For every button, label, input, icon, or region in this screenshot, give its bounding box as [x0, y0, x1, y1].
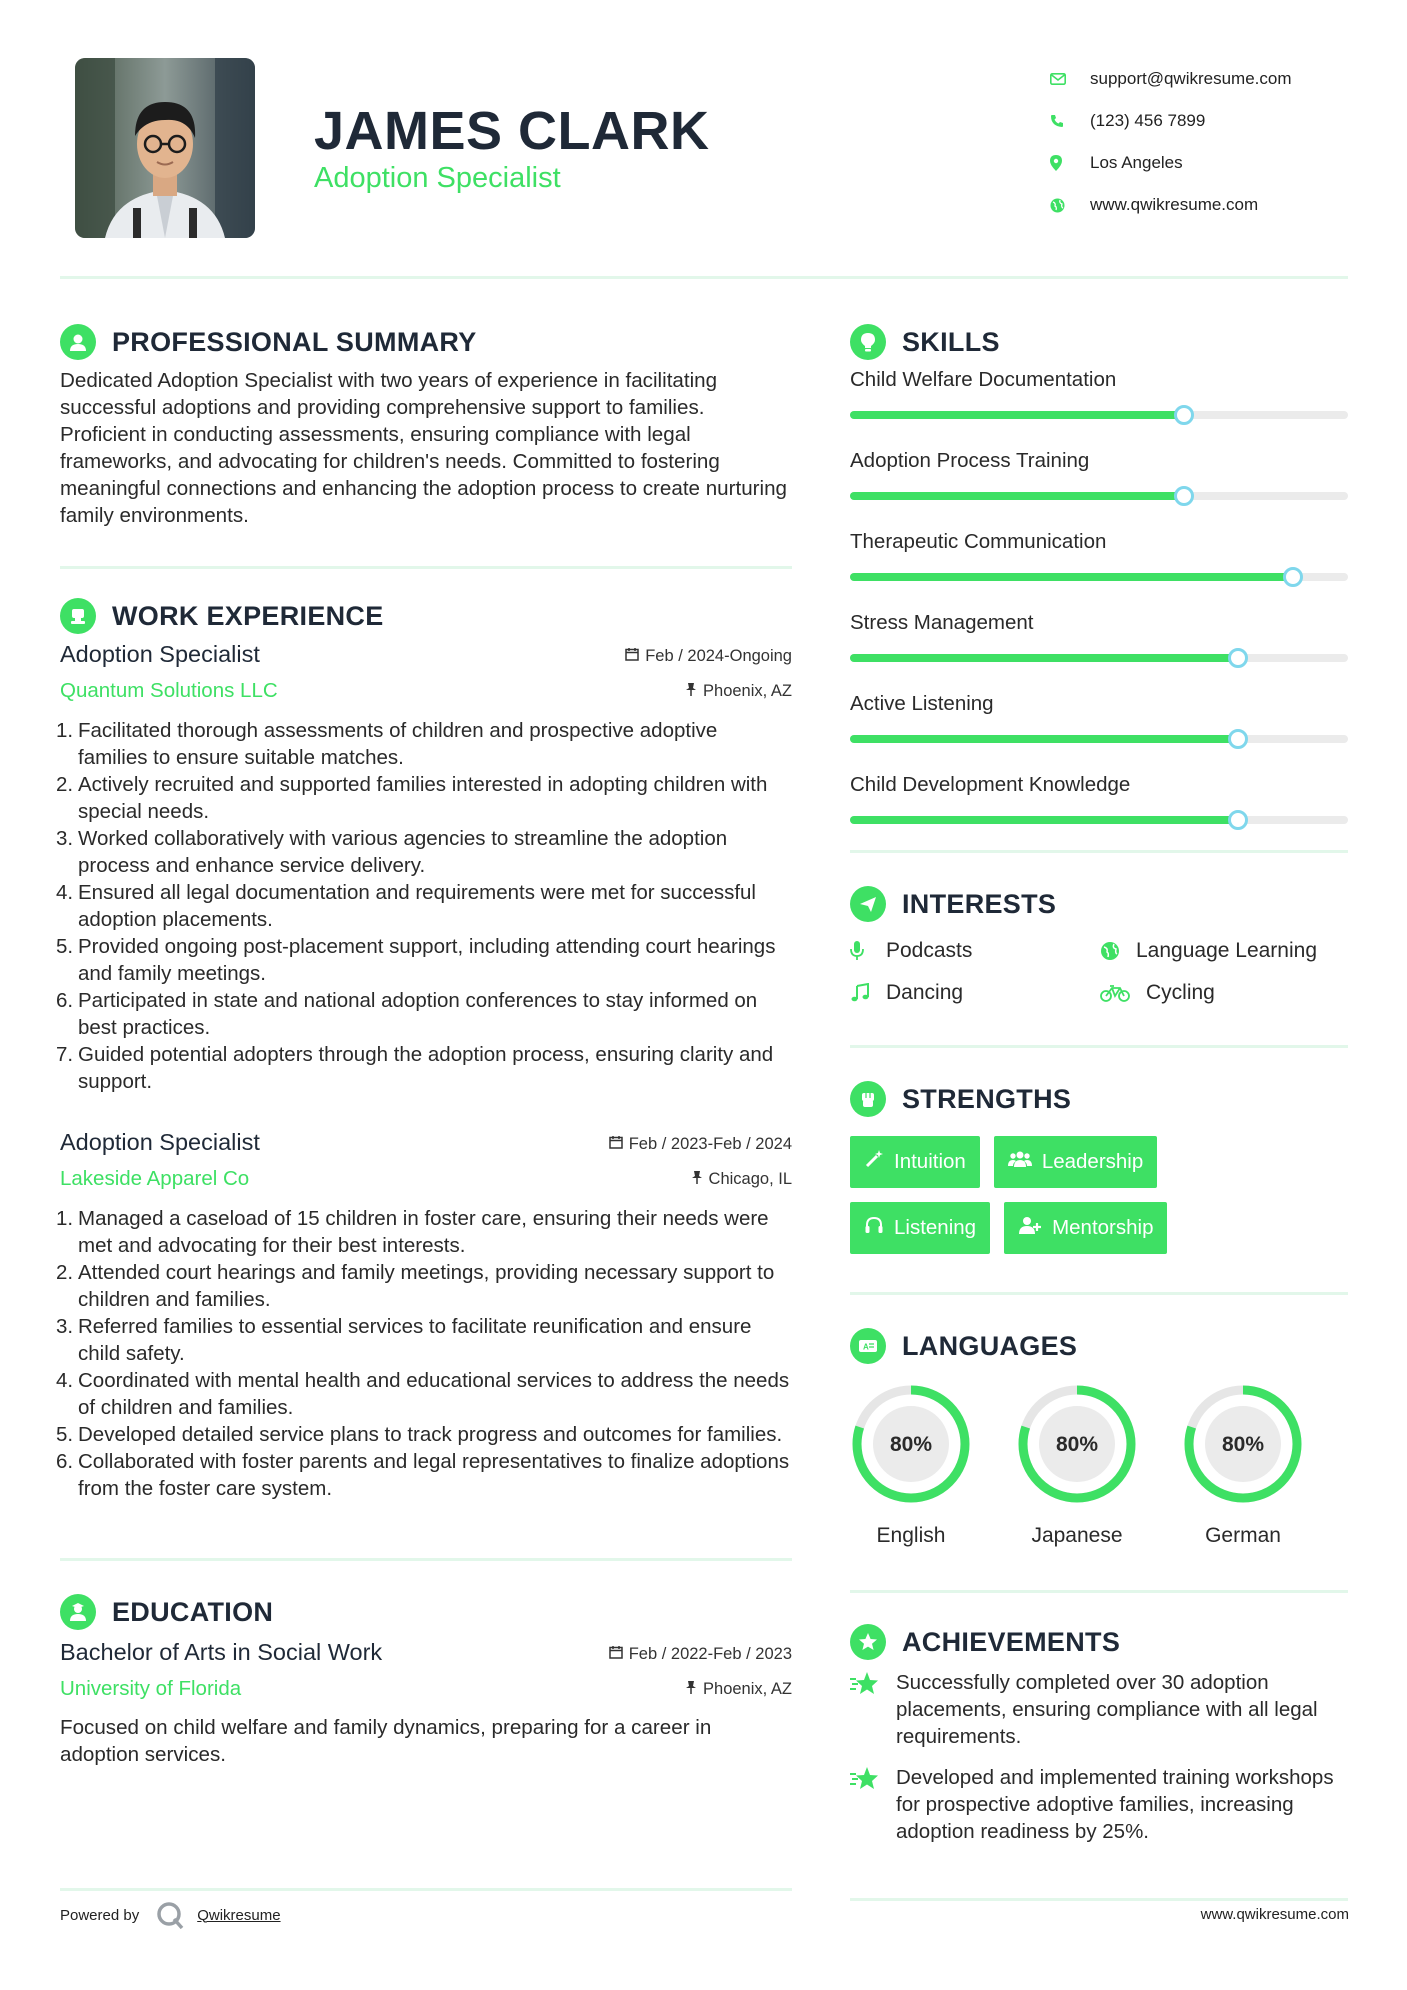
list-item: Referred families to essential services to facilitate reunification and ensure child safety.	[78, 1315, 752, 1365]
education-location: Phoenix, AZ	[685, 1680, 792, 1699]
strengths-heading: STRENGTHS	[850, 1080, 1348, 1118]
skill-bar-fill	[850, 816, 1238, 824]
list-item: Ensured all legal documentation and requirements were met for successful adoption placements.	[78, 881, 756, 931]
education-date: Feb / 2022-Feb / 2023	[609, 1645, 792, 1664]
right-column	[850, 323, 1348, 1845]
users-icon	[1008, 1149, 1032, 1175]
language-percent: 80%	[1055, 1433, 1099, 1456]
languages-list	[850, 1383, 1348, 1548]
briefcase-icon	[60, 598, 96, 634]
footer-divider-right	[850, 1898, 1348, 1901]
calendar-icon	[609, 1135, 623, 1154]
list-item: Participated in state and national adoption conferences to stay informed on best practices.	[78, 989, 758, 1039]
education-heading: EDUCATION	[60, 1593, 792, 1631]
contact-email[interactable]: support@qwikresume.com	[1050, 58, 1292, 100]
skill-label: Adoption Process Training	[850, 449, 1090, 472]
qwikresume-logo-icon	[155, 1900, 185, 1930]
language-item	[1016, 1383, 1138, 1548]
language-percent: 80%	[889, 1433, 933, 1456]
job-entry-1	[60, 641, 792, 1095]
language-label: Japanese	[1031, 1524, 1123, 1547]
list-item: Provided ongoing post-placement support, including attending court hearings and family meetings.	[78, 935, 776, 985]
pushpin-icon	[685, 682, 697, 701]
headphones-icon	[864, 1215, 884, 1241]
language-label: German	[1205, 1524, 1281, 1547]
pushpin-icon	[685, 1680, 697, 1699]
strength-chip: Mentorship	[1004, 1202, 1167, 1254]
experience-divider	[60, 1558, 792, 1561]
summary-text: Dedicated Adoption Specialist with two years of experience in facilitating successful adoptions and providing comprehensive support to families. Proficient in conducting assessments, ensuring compliance with legal frameworks, and advocating for children's needs. Committed to fostering meaningful connections and enhancing the adoption process to create nurturing family environments.	[60, 369, 787, 527]
skill-bar-fill	[850, 735, 1238, 743]
skill-item	[850, 363, 1348, 419]
job-responsibilities	[60, 717, 792, 1095]
strength-chip: Listening	[850, 1202, 990, 1254]
left-column	[60, 323, 792, 1768]
star-icon	[850, 1764, 896, 1845]
job-date: Feb / 2024-Ongoing	[625, 647, 792, 666]
skill-bar	[850, 411, 1348, 419]
skill-bar	[850, 735, 1348, 743]
list-item: Coordinated with mental health and educational services to address the needs of children and families.	[78, 1369, 790, 1419]
list-item: Guided potential adopters through the adoption process, ensuring clarity and support.	[78, 1043, 774, 1093]
job-company: Lakeside Apparel Co	[60, 1167, 250, 1190]
graduate-icon	[60, 1594, 96, 1630]
education-entry	[60, 1639, 792, 1768]
job-location: Chicago, IL	[691, 1170, 792, 1189]
summary-heading: PROFESSIONAL SUMMARY	[60, 323, 792, 361]
languages-heading: A LANGUAGES	[850, 1327, 1348, 1365]
skill-label: Active Listening	[850, 692, 994, 715]
globe-icon	[1100, 941, 1130, 961]
skills-list	[850, 363, 1348, 824]
paper-plane-icon	[850, 886, 886, 922]
skill-label: Child Development Knowledge	[850, 773, 1131, 796]
skill-bar	[850, 654, 1348, 662]
contact-block	[1050, 58, 1292, 226]
profile-photo	[75, 58, 255, 238]
interest-item: Dancing	[850, 981, 1100, 1005]
user-icon	[60, 324, 96, 360]
skill-level-knob	[1228, 729, 1248, 749]
language-ring	[850, 1383, 972, 1505]
skill-label: Stress Management	[850, 611, 1034, 634]
language-percent: 80%	[1221, 1433, 1265, 1456]
list-item: Managed a caseload of 15 children in foster care, ensuring their needs were met and advocating for their best interests.	[78, 1207, 769, 1257]
skill-label: Child Welfare Documentation	[850, 368, 1117, 391]
globe-icon	[1050, 198, 1090, 213]
strength-chip: Intuition	[850, 1136, 980, 1188]
star-badge-icon	[850, 1624, 886, 1660]
bicycle-icon	[1100, 984, 1140, 1002]
skill-item	[850, 525, 1348, 581]
music-icon	[850, 983, 880, 1003]
phone-icon	[1050, 114, 1090, 128]
degree-title: Bachelor of Arts in Social Work	[60, 1639, 383, 1665]
achievement-item: Successfully completed over 30 adoption placements, ensuring compliance with all legal requirements.	[850, 1669, 1348, 1750]
skill-bar	[850, 573, 1348, 581]
list-item: Facilitated thorough assessments of children and prospective adoptive families to ensure suitable matches.	[78, 719, 718, 769]
skill-level-knob	[1228, 648, 1248, 668]
list-item: Actively recruited and supported families interested in adopting children with special needs.	[78, 773, 768, 823]
skill-bar	[850, 492, 1348, 500]
language-ring	[1182, 1383, 1304, 1505]
job-date: Feb / 2023-Feb / 2024	[609, 1135, 792, 1154]
list-item: Worked collaboratively with various agencies to streamline the adoption process and enhance service delivery.	[78, 827, 728, 877]
skill-bar-fill	[850, 654, 1238, 662]
language-item	[1182, 1383, 1304, 1548]
school-name: University of Florida	[60, 1677, 242, 1700]
list-item: Attended court hearings and family meetings, providing necessary support to children and families.	[78, 1261, 775, 1311]
skill-label: Therapeutic Communication	[850, 530, 1107, 553]
interest-item: Language Learning	[1100, 939, 1350, 963]
language-ring	[1016, 1383, 1138, 1505]
envelope-icon	[1050, 73, 1090, 85]
calendar-icon	[625, 647, 639, 666]
map-pin-icon	[1050, 155, 1090, 171]
qwikresume-link[interactable]: Qwikresume	[197, 1906, 281, 1924]
interests-divider	[850, 1045, 1348, 1048]
magic-wand-icon	[864, 1149, 884, 1175]
footer-divider-left	[60, 1888, 792, 1891]
job-responsibilities	[60, 1205, 792, 1502]
interest-item: Podcasts	[850, 939, 1100, 963]
skill-item	[850, 768, 1348, 824]
list-item: Collaborated with foster parents and legal representatives to finalize adoptions from the foster care system.	[78, 1450, 790, 1500]
experience-heading: WORK EXPERIENCE	[60, 597, 792, 635]
education-description: Focused on child welfare and family dynamics, preparing for a career in adoption services.	[60, 1716, 712, 1766]
star-icon	[850, 1669, 896, 1750]
interest-item: Cycling	[1100, 981, 1350, 1005]
footer-website[interactable]: www.qwikresume.com	[1200, 1906, 1349, 1923]
interests-list	[850, 939, 1348, 1005]
skill-item	[850, 687, 1348, 743]
strengths-list	[850, 1136, 1270, 1254]
contact-phone[interactable]: (123) 456 7899	[1050, 100, 1292, 142]
skill-level-knob	[1174, 405, 1194, 425]
job-location: Phoenix, AZ	[685, 682, 792, 701]
skill-bar-fill	[850, 573, 1293, 581]
skill-level-knob	[1283, 567, 1303, 587]
job-company: Quantum Solutions LLC	[60, 679, 278, 702]
fist-icon	[850, 1081, 886, 1117]
languages-divider	[850, 1590, 1348, 1593]
contact-location: Los Angeles	[1050, 142, 1292, 184]
skill-bar	[850, 816, 1348, 824]
calendar-icon	[609, 1645, 623, 1664]
microphone-icon	[850, 941, 880, 961]
candidate-name: JAMES CLARK	[314, 101, 710, 161]
skills-heading: SKILLS	[850, 323, 1348, 361]
skill-level-knob	[1174, 486, 1194, 506]
header-divider	[60, 276, 1348, 279]
skills-divider	[850, 850, 1348, 853]
skill-bar-fill	[850, 492, 1184, 500]
list-item: Developed detailed service plans to track progress and outcomes for families.	[78, 1423, 783, 1446]
interests-heading: INTERESTS	[850, 885, 1348, 923]
strengths-divider	[850, 1292, 1348, 1295]
lightbulb-icon	[850, 324, 886, 360]
job-title: Adoption Specialist	[60, 641, 260, 667]
footer-powered-by: Powered by Qwikresume	[60, 1900, 281, 1930]
language-card-icon	[850, 1328, 886, 1364]
candidate-title: Adoption Specialist	[314, 162, 561, 194]
pushpin-icon	[691, 1170, 703, 1189]
summary-divider	[60, 566, 792, 569]
skill-level-knob	[1228, 810, 1248, 830]
contact-website[interactable]: www.qwikresume.com	[1050, 184, 1292, 226]
achievements-heading: ACHIEVEMENTS	[850, 1623, 1348, 1661]
job-entry-2	[60, 1129, 792, 1502]
strength-chip: Leadership	[994, 1136, 1157, 1188]
skill-item	[850, 444, 1348, 500]
job-title: Adoption Specialist	[60, 1129, 260, 1155]
user-plus-icon	[1018, 1215, 1042, 1241]
language-item	[850, 1383, 972, 1548]
skill-item	[850, 606, 1348, 662]
skill-bar-fill	[850, 411, 1184, 419]
achievement-item: Developed and implemented training workshops for prospective adoptive families, increasing adoption readiness by 25%.	[850, 1764, 1348, 1845]
language-label: English	[876, 1524, 946, 1547]
svg-text:A: A	[863, 1342, 869, 1352]
